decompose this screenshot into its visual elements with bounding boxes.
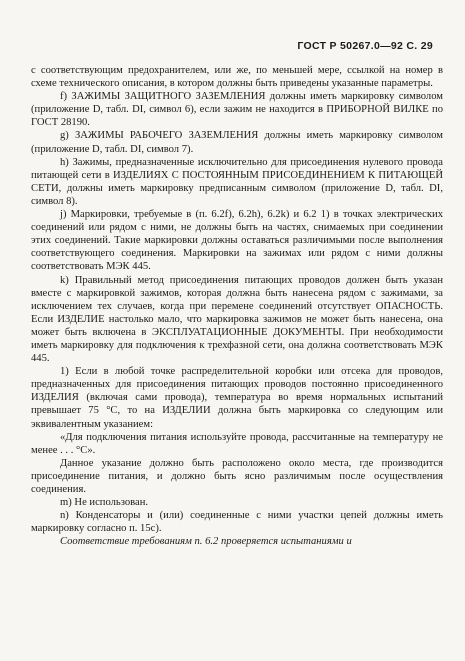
paragraph-placement-note: Данное указание должно быть расположено около места, где производится присоединение питания, и должно быть ясно различимым после осуществления соединения.	[31, 457, 443, 495]
paragraph-item-h: h) Зажимы, предназначенные исключительно для присоединения нулевого провода питающей сети в ИЗДЕЛИЯХ С ПОСТОЯННЫМ ПРИСОЕДИНЕНИЕМ К ПИТАЮЩЕЙ СЕТИ, должны иметь маркировку предписанным символом (приложение D, табл. DI, символ 8).	[31, 156, 443, 207]
paragraph-item-n: n) Конденсаторы и (или) соединенные с ними участки цепей должны иметь маркировку согласно п. 15с).	[31, 510, 443, 535]
paragraph-item-m: m) Не использован.	[60, 497, 149, 509]
compliance-check-note: Соответствие требованиям п. 6.2 проверяется испытаниями и	[60, 536, 352, 548]
paragraph-item-k: k) Правильный метод присоединения питающих проводов должен быть указан вместе с маркировкой зажимов, которая должна быть нанесена рядом с зажимами, за исключением тех случаев, когда при перемене соединений отсутствует ОПАСНОСТЬ. Если ИЗДЕЛИЕ настолько мало, что маркировка зажимов не может быть нанесена, она может быть включена в ЭКСПЛУАТАЦИОННЫЕ ДОКУМЕНТЫ. При необходимости иметь маркировку для подключения к трехфазной сети, она должна соответствовать МЭК 445.	[31, 274, 443, 365]
paragraph-item-l: 1) Если в любой точке распределительной коробки или отсека для проводов, предназначенных для присоединения питающих проводов постоянно присоединенного ИЗДЕЛИЯ (включая сами провода), температура во время нормальных испытаний превышает 75 °С, то на ИЗДЕЛИИ должна быть маркировка со следующим или эквивалентным указанием:	[31, 366, 443, 430]
body-text	[31, 64, 443, 548]
paragraph-item-j: j) Маркировки, требуемые в (п. 6.2f), 6.2h), 6.2k) и 6.2 1) в точках электрических соединений или рядом с ними, не должны быть на частях, снимаемых при соединении этих соединений. Такие маркировки должны оставаться различимыми после выполнения соответствующего соединения. Маркировки на зажимах или рядом с ними должны соответствовать МЭК 445.	[31, 209, 443, 273]
quoted-instruction: «Для подключения питания используйте провода, рассчитанные на температуру не менее . . . °С».	[31, 431, 443, 456]
paragraph-continuation: с соответствующим предохранителем, или же, по меньшей мере, ссылкой на номер в схеме технического описания, в котором должны быть приведены указанные параметры.	[31, 65, 443, 90]
paragraph-item-g: g) ЗАЖИМЫ РАБОЧЕГО ЗАЗЕМЛЕНИЯ должны иметь маркировку символом (приложение D, табл. DI, символ 7).	[31, 130, 443, 155]
running-header: ГОСТ Р 50267.0—92 С. 29	[297, 40, 433, 52]
paragraph-item-f: f) ЗАЖИМЫ ЗАЩИТНОГО ЗАЗЕМЛЕНИЯ должны иметь маркировку символом (приложение D, табл. DI, символ 6), если зажим не находится в ПРИБОРНОЙ ВИЛКЕ по ГОСТ 28190.	[31, 91, 443, 129]
